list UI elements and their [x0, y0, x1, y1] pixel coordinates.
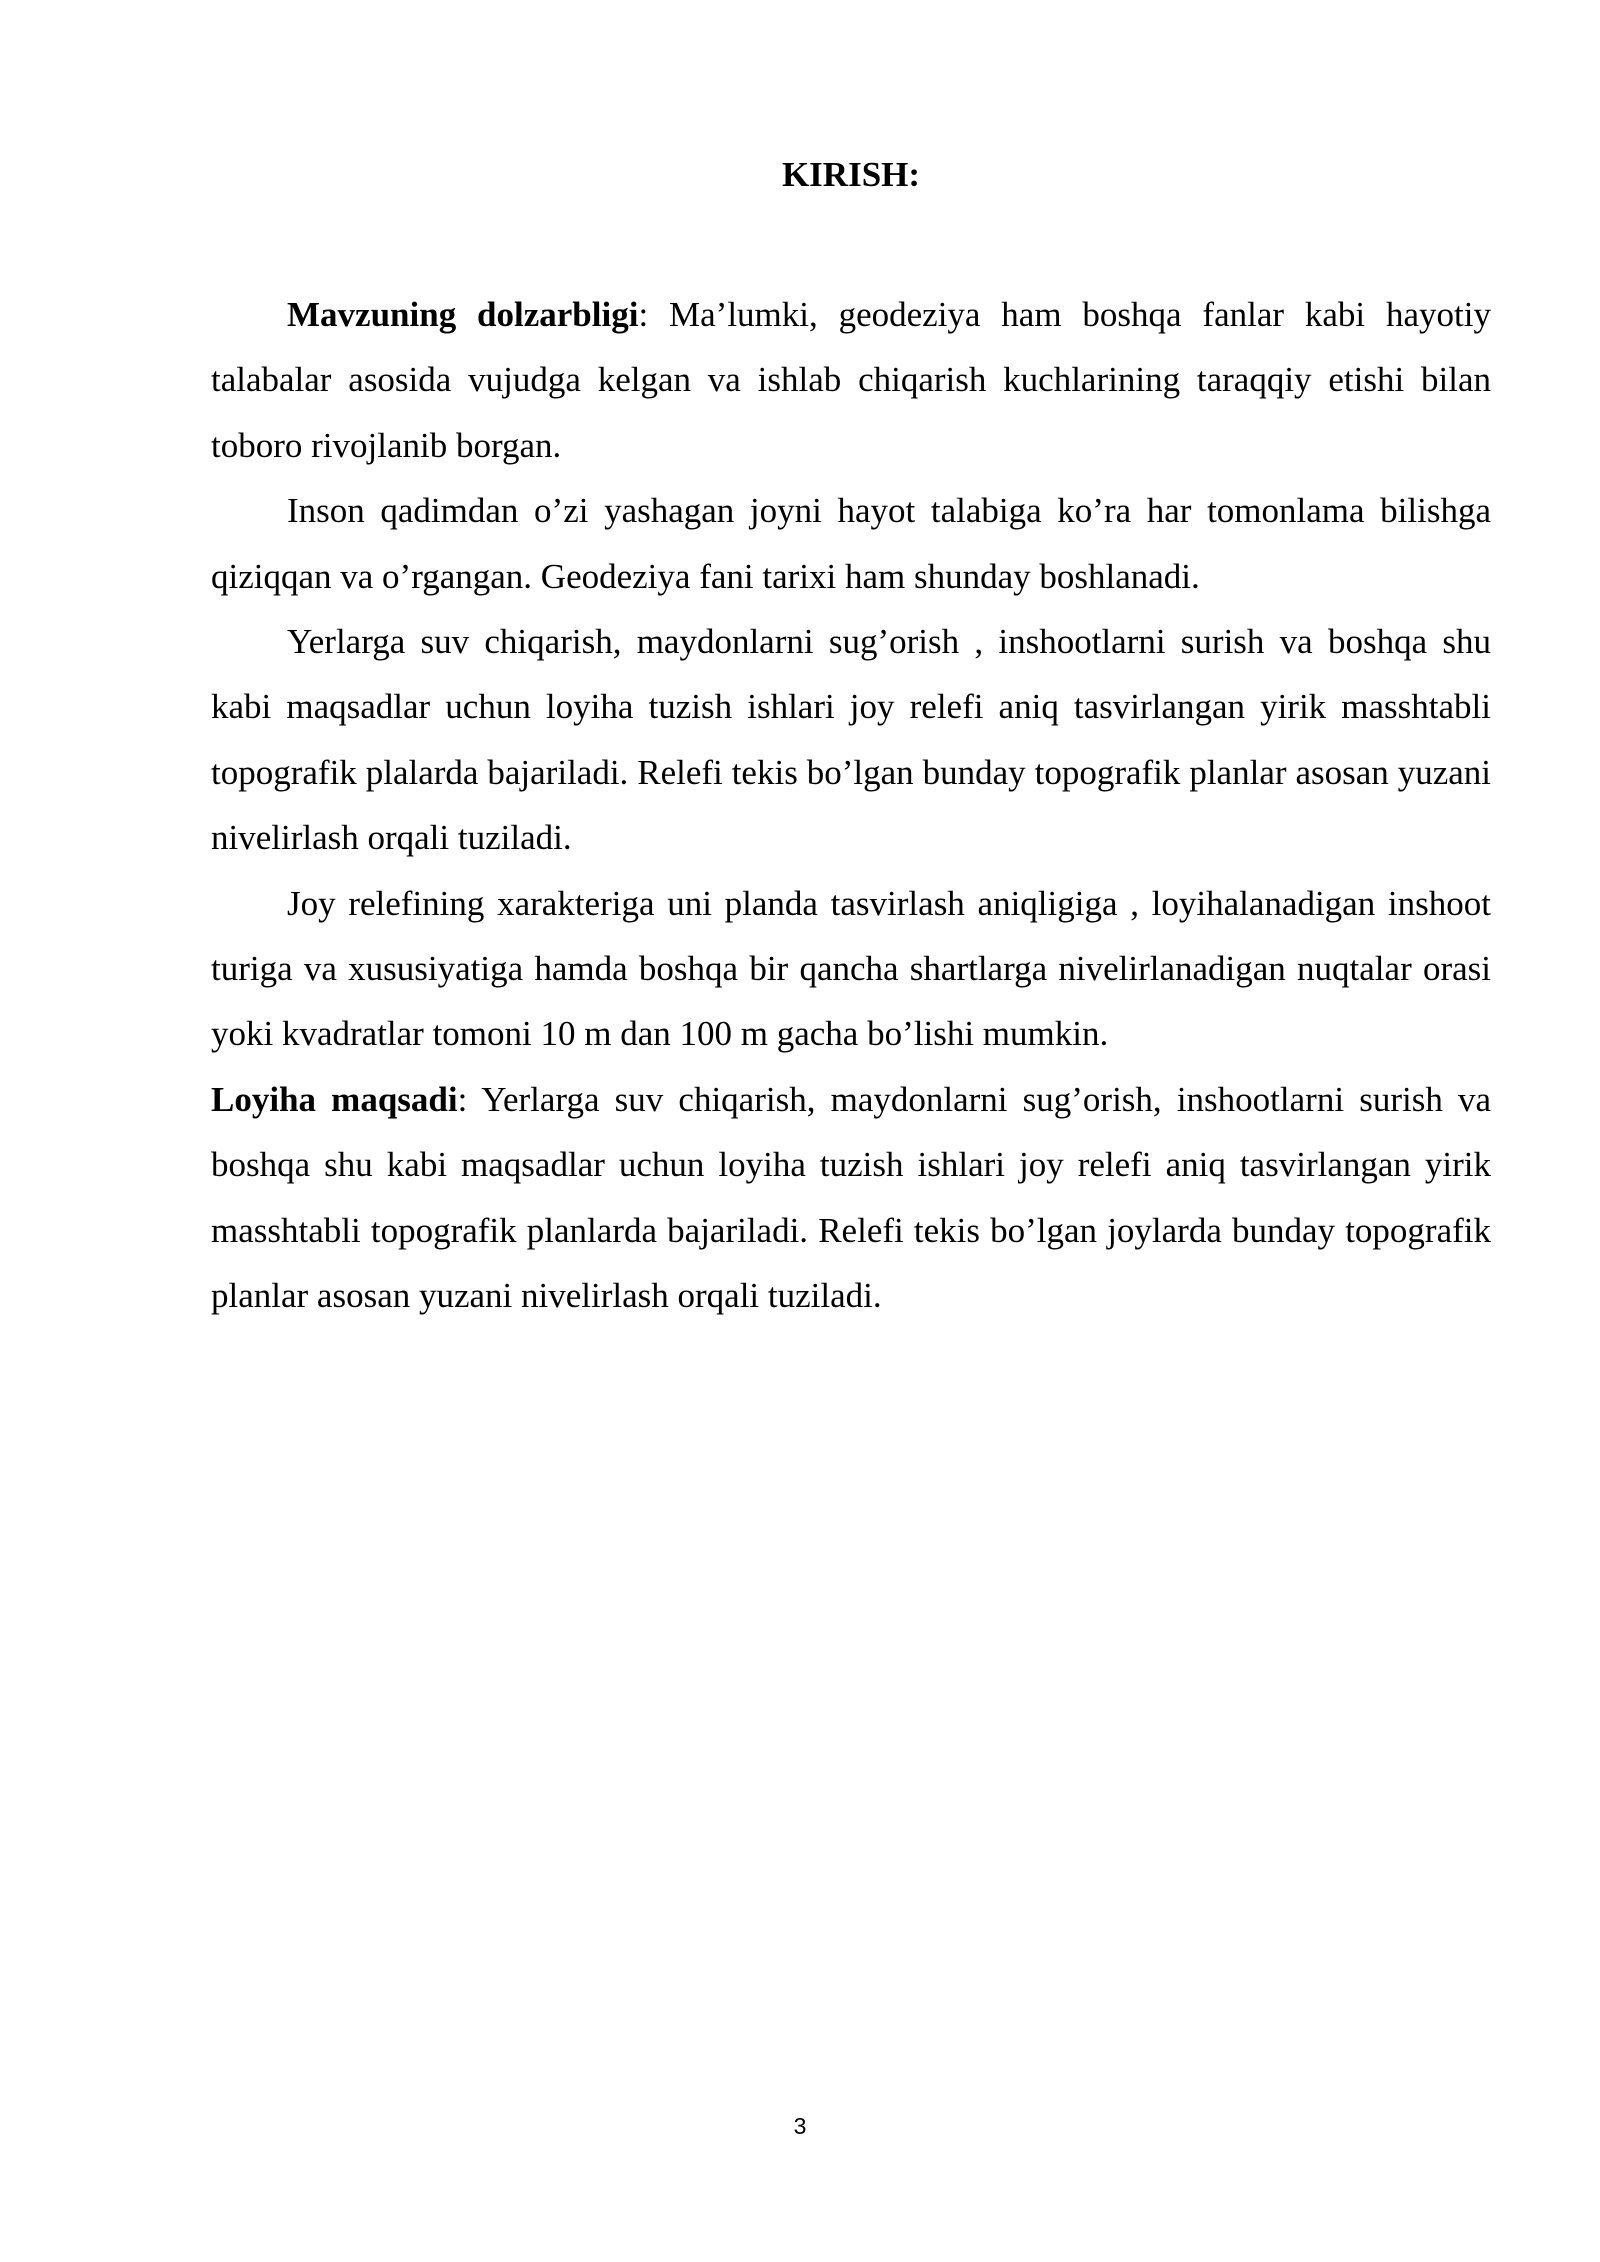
relevance-text: : Ma’lumki, geodeziya ham boshqa fanlar kabi hayotiy talabalar asosida vujudga kelgan va ishlab chiqarish kuchlarining taraqqiy etishi bilan toboro rivojlanib borgan. — [211, 295, 1491, 465]
paragraph-relief — [211, 871, 1491, 1067]
relief-text: Joy relefining xarakteriga uni planda tasvirlash aniqligiga , loyihalanadigan inshoot turiga va xususiyatiga hamda boshqa bir qancha shartlarga nivelirlanadigan nuqtalar orasi yoki kvadratlar tomoni 10 m dan 100 m gacha bo’lishi mumkin. — [211, 883, 1491, 1054]
irrigation-text: Yerlarga suv chiqarish, maydonlarni sug’orish , inshootlarni surish va boshqa shu kabi maqsadlar uchun loyiha tuzish ishlari joy relefi aniq tasvirlangan yirik masshtabli topografik plalarda bajariladi. Relefi tekis bo’lgan bunday topografik planlar asosan yuzani nivelirlash orqali tuziladi. — [211, 622, 1491, 858]
goal-lead: Loyiha maqsadi — [211, 1079, 458, 1119]
history-text: Inson qadimdan o’zi yashagan joyni hayot talabiga ko’ra har tomonlama bilishga qiziqqan va o’rgangan. Geodeziya fani tarixi ham shunday boshlanadi. — [211, 491, 1491, 596]
paragraph-relevance — [211, 282, 1491, 478]
paragraph-goal — [211, 1067, 1491, 1329]
goal-text: : Yerlarga suv chiqarish, maydonlarni sug’orish, inshootlarni surish va boshqa shu kabi maqsadlar uchun loyiha tuzish ishlari joy relefi aniq tasvirlangan yirik masshtabli topografik planlarda bajariladi. Relefi tekis bo’lgan joylarda bunday topografik planlar asosan yuzani nivelirlash orqali tuziladi. — [211, 1079, 1492, 1316]
body-text — [211, 282, 1491, 1329]
page-heading: KIRISH: — [781, 155, 921, 194]
page-number: 3 — [793, 2113, 807, 2139]
paragraph-history — [211, 478, 1491, 609]
relevance-lead: Mavzuning dolzarbligi — [287, 295, 639, 334]
paragraph-irrigation — [211, 609, 1491, 871]
